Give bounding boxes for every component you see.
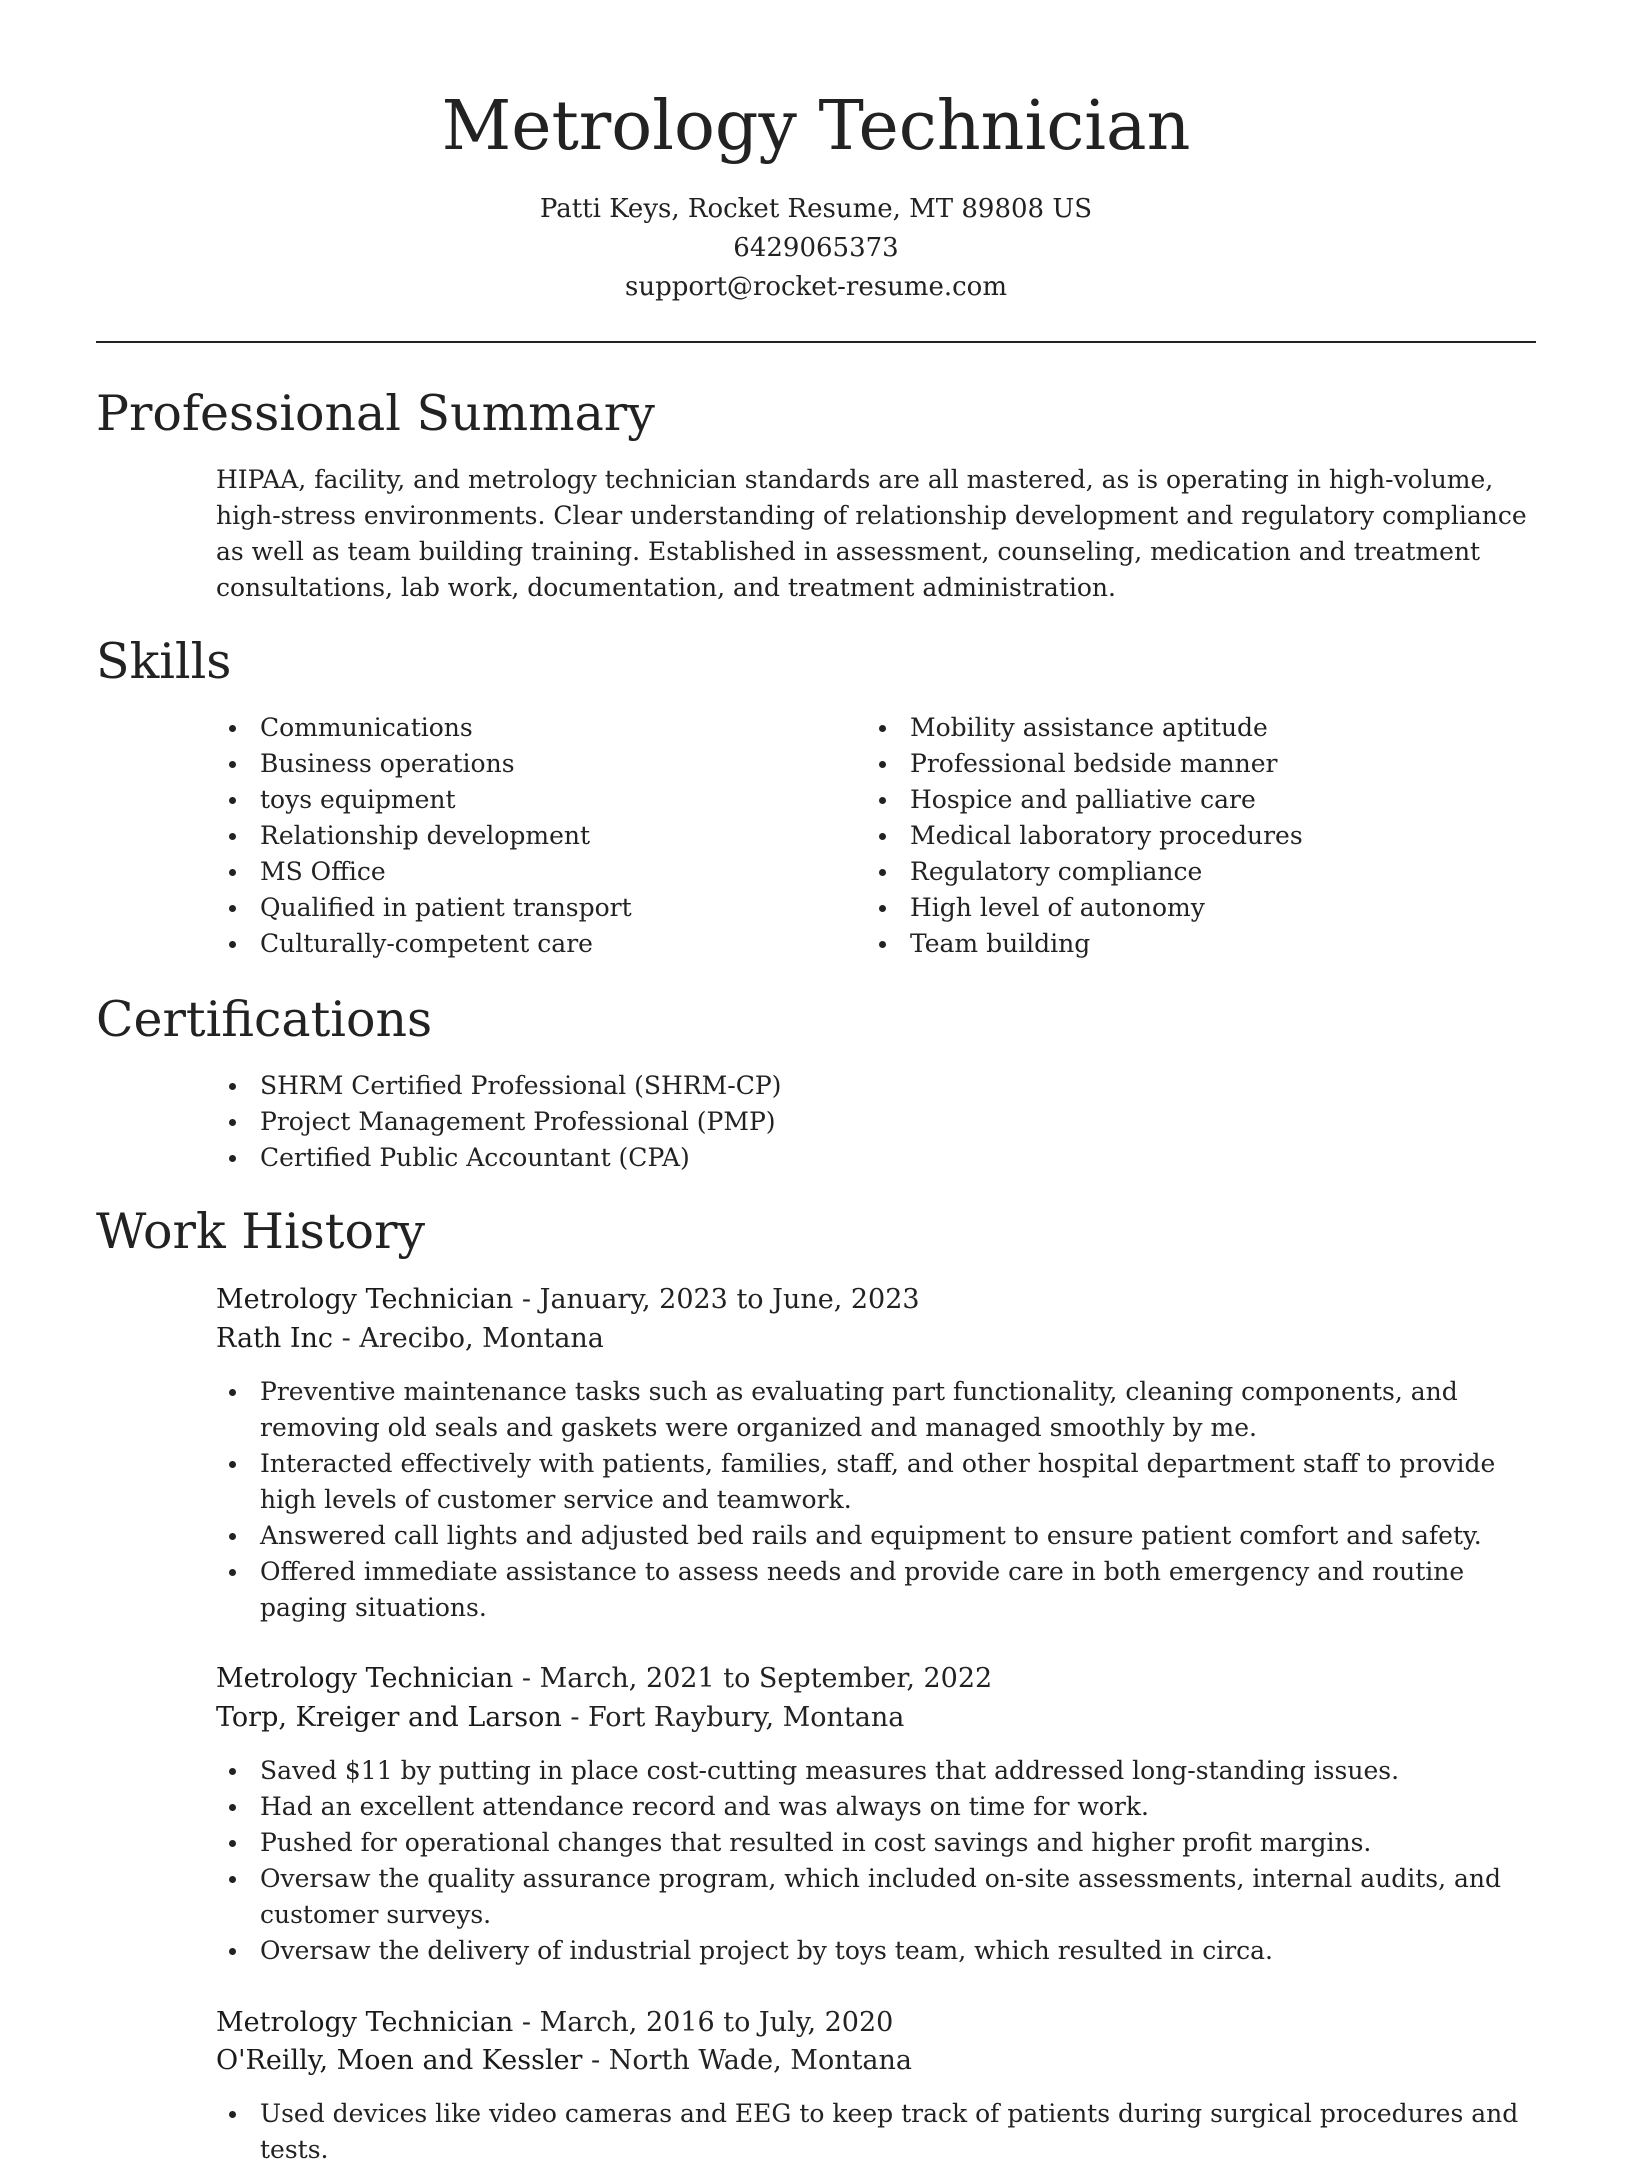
contact-address: Patti Keys, Rocket Resume, MT 89808 US: [539, 194, 1093, 224]
job-company: O'Reilly, Moen and Kessler: [216, 2045, 583, 2076]
skill-item: toys equipment: [216, 782, 816, 818]
job-duty-item: Preventive maintenance tasks such as evaluating part functionality, cleaning components, and removing old seals and gaskets were organized and managed smoothly by me.: [216, 1374, 1536, 1446]
skill-item: Medical laboratory procedures: [866, 818, 1526, 854]
job-heading: [216, 1660, 1536, 1698]
job-duty-item: Oversaw the quality assurance program, which included on-site assessments, internal audits, and customer surveys.: [216, 1861, 1536, 1933]
job-employer: [216, 2042, 1536, 2080]
job-employer: [216, 1320, 1536, 1358]
certifications-list: [216, 1068, 1536, 1176]
skill-item: Team building: [866, 926, 1526, 962]
resume-title: Metrology Technician: [441, 87, 1191, 166]
certification-item: SHRM Certified Professional (SHRM-CP): [216, 1068, 1536, 1104]
job-location: - North Wade, Montana: [582, 2045, 913, 2076]
skill-item: Mobility assistance aptitude: [866, 710, 1526, 746]
job-role: Metrology Technician: [216, 1663, 514, 1694]
job-role: Metrology Technician: [216, 2007, 514, 2038]
contact-email: support@rocket-resume.com: [624, 272, 1007, 302]
skills-list-right: [866, 710, 1526, 962]
job-heading: [216, 1281, 1536, 1319]
job-company: Rath Inc: [216, 1323, 334, 1354]
skill-item: High level of autonomy: [866, 890, 1526, 926]
section-title-certifications: Certifications: [96, 991, 433, 1048]
skill-item: Culturally-competent care: [216, 926, 816, 962]
job-location: - Fort Raybury, Montana: [561, 1702, 905, 1733]
section-title-summary: Professional Summary: [96, 385, 655, 442]
skill-item: Business operations: [216, 746, 816, 782]
certification-item: Certified Public Accountant (CPA): [216, 1140, 1536, 1176]
job-duty-item: Offered immediate assistance to assess needs and provide care in both emergency and routine paging situations.: [216, 1554, 1536, 1626]
job-heading: [216, 2004, 1536, 2042]
job-duties-list: [216, 1374, 1536, 1626]
skills-list-left: [216, 710, 816, 962]
job-dates: - January, 2023 to June, 2023: [513, 1284, 920, 1315]
job-duty-item: Answered call lights and adjusted bed rails and equipment to ensure patient comfort and safety.: [216, 1518, 1536, 1554]
skill-item: Professional bedside manner: [866, 746, 1526, 782]
job-duty-item: Pushed for operational changes that resulted in cost savings and higher profit margins.: [216, 1825, 1536, 1861]
job-duty-item: Oversaw the delivery of industrial project by toys team, which resulted in circa.: [216, 1933, 1536, 1969]
section-title-work-history: Work History: [96, 1203, 426, 1260]
skill-item: Regulatory compliance: [866, 854, 1526, 890]
skill-item: Communications: [216, 710, 816, 746]
contact-block: [0, 190, 1632, 307]
job-duties-list: [216, 2096, 1536, 2168]
job-duty-item: Had an excellent attendance record and was always on time for work.: [216, 1789, 1536, 1825]
header-divider: [96, 341, 1536, 343]
job-dates: - March, 2016 to July, 2020: [513, 2007, 894, 2038]
job-role: Metrology Technician: [216, 1284, 514, 1315]
job-employer: [216, 1699, 1536, 1737]
skill-item: Relationship development: [216, 818, 816, 854]
summary-text: HIPAA, facility, and metrology technician standards are all mastered, as is operating in high-volume, high-stress environments. Clear understanding of relationship development and regulatory compliance as well as team building training. Established in assessment, counseling, medication and treatment consultations, lab work, documentation, and treatment administration.: [216, 465, 1527, 602]
job-duty-item: Interacted effectively with patients, families, staff, and other hospital department staff to provide high levels of customer service and teamwork.: [216, 1446, 1536, 1518]
skill-item: Qualified in patient transport: [216, 890, 816, 926]
job-dates: - March, 2021 to September, 2022: [513, 1663, 993, 1694]
certification-item: Project Management Professional (PMP): [216, 1104, 1536, 1140]
section-title-skills: Skills: [96, 633, 232, 690]
job-company: Torp, Kreiger and Larson: [216, 1702, 562, 1733]
job-duty-item: Used devices like video cameras and EEG to keep track of patients during surgical procedures and tests.: [216, 2096, 1536, 2168]
job-duty-item: Saved $11 by putting in place cost-cutting measures that addressed long-standing issues.: [216, 1753, 1536, 1789]
job-location: - Arecibo, Montana: [333, 1323, 604, 1354]
skill-item: Hospice and palliative care: [866, 782, 1526, 818]
contact-phone: 6429065373: [733, 233, 899, 263]
skill-item: MS Office: [216, 854, 816, 890]
job-duties-list: [216, 1753, 1536, 1969]
